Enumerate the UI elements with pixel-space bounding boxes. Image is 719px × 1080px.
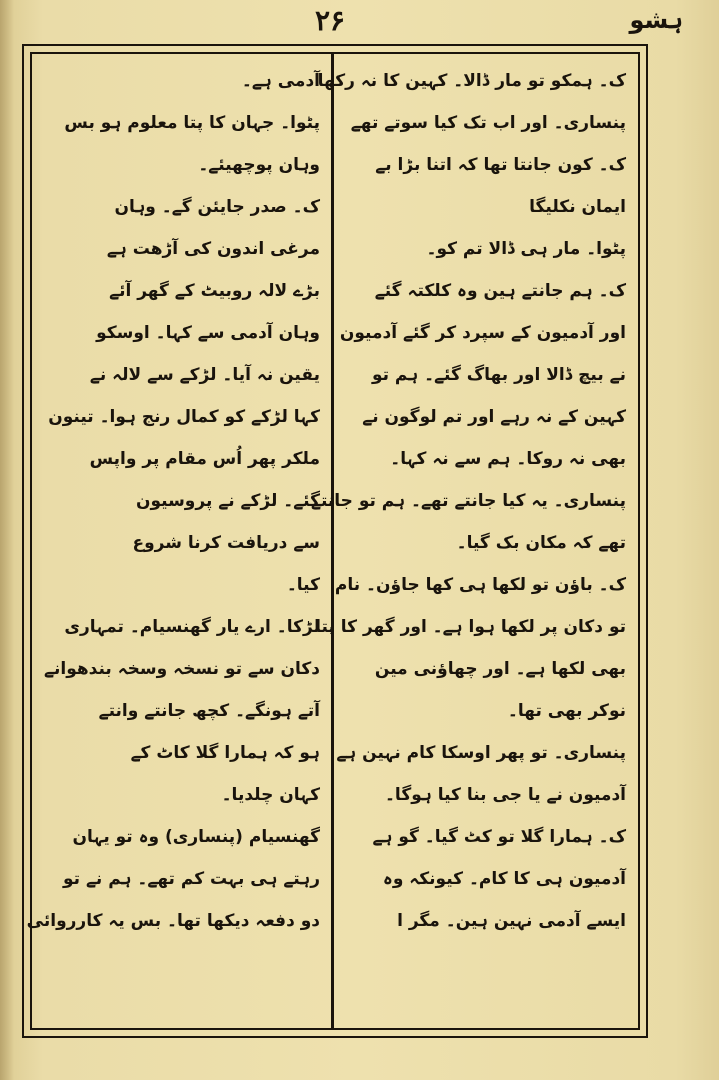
text-line: یقین نہ آیا۔ لڑکے سے لالہ نے	[89, 365, 320, 385]
text-line: آدمیون ہی کا کام۔ کیونکہ وہ	[382, 869, 626, 889]
text-line: پنساری۔ یہ کیا جانتے تھے۔ ہم تو جانتے	[310, 491, 626, 511]
text-line: بھی نہ روکا۔ ہم سے نہ کہا۔	[390, 449, 626, 469]
text-line: سے دریافت کرنا شروع	[132, 533, 320, 553]
text-line: گھنسیام (پنساری) وہ تو یہان	[72, 827, 320, 847]
text-line: ایسے آدمی نہین ہین۔ مگر ا	[397, 911, 626, 931]
page-gutter-shadow	[0, 0, 14, 1080]
text-line: ک۔ صدر جایئن گے۔ وہان	[114, 197, 320, 217]
text-line: کہا لڑکے کو کمال رنج ہوا۔ تینون	[48, 407, 320, 427]
text-line: پٹوا۔ مار ہی ڈالا تم کو۔	[426, 239, 626, 259]
text-line: آتے ہونگے۔ کچھ جانتے وانتے	[98, 701, 320, 721]
text-line: ک۔ ہم جانتے ہین وہ کلکتہ گئے	[374, 281, 626, 301]
text-line: وہان آدمی سے کہا۔ اوسکو	[96, 323, 320, 343]
text-line: آدمی ہے۔	[241, 71, 320, 91]
text-line: نے بیچ ڈالا اور بھاگ گئے۔ ہم تو	[371, 365, 626, 385]
text-line: ہو کہ ہمارا گلا کاٹ کے	[130, 743, 320, 763]
page-number: ۲۶	[314, 4, 346, 37]
running-head: ہشو	[629, 6, 683, 34]
text-line: رہتے ہی بہت کم تھے۔ ہم نے تو	[62, 869, 320, 889]
text-line: بڑے لالہ روبیٹ کے گھر آئے	[109, 281, 320, 301]
text-line: دکان سے تو نسخہ وسخہ بندھوانے	[44, 659, 320, 679]
text-line: ک۔ باؤن تو لکھا ہی کھا جاؤن۔ نام	[334, 575, 626, 595]
text-line: کیا۔	[286, 575, 320, 595]
text-line: آدمیون نے یا جی بنا کیا ہوگا۔	[384, 785, 626, 805]
text-line: ک۔ کون جانتا تھا کہ اتنا بڑا بے	[375, 155, 626, 175]
text-line: کہان چلدیا۔	[221, 785, 320, 805]
text-line: ایمان نکلیگا	[529, 197, 626, 217]
text-line: گئے۔ لڑکے نے پروسیون	[135, 491, 320, 511]
text-line: پنساری۔ تو پھر اوسکا کام نہین ہے	[336, 743, 626, 763]
text-line: لڑکا۔ ارے یار گھنسیام۔ تمہاری	[64, 617, 320, 637]
text-line: دو دفعہ دیکھا تھا۔ بس یہ کارروائی	[26, 911, 320, 931]
left-text-column	[26, 60, 328, 1024]
text-line: پٹوا۔ جہان کا پتا معلوم ہو بس	[64, 113, 320, 133]
text-line: ملکر پھر اُس مقام پر واپس	[89, 449, 320, 469]
text-line: کہین کے نہ رہے اور تم لوگون نے	[362, 407, 626, 427]
column-divider	[331, 52, 334, 1030]
text-line: تو دکان پر لکھا ہوا ہے۔ اور گھر کا پتا	[315, 617, 626, 637]
text-line: وہان پوچھیئے۔	[198, 155, 320, 175]
text-line: ک۔ ہمکو تو مار ڈالا۔ کہین کا نہ رکھا	[317, 71, 626, 91]
right-text-column	[310, 60, 634, 1024]
text-line: پنساری۔ اور اب تک کیا سوتے تھے	[350, 113, 626, 133]
text-line: تھے کہ مکان بک گیا۔	[456, 533, 626, 553]
text-line: بھی لکھا ہے۔ اور چھاؤنی مین	[374, 659, 626, 679]
text-line: مرغی اندون کی آڑھت ہے	[106, 239, 320, 259]
text-line: نوکر بھی تھا۔	[507, 701, 626, 721]
text-line: اور آدمیون کے سپرد کر گئے آدمیون	[339, 323, 626, 343]
text-line: ک۔ ہمارا گلا تو کٹ گیا۔ گو ہے	[372, 827, 626, 847]
